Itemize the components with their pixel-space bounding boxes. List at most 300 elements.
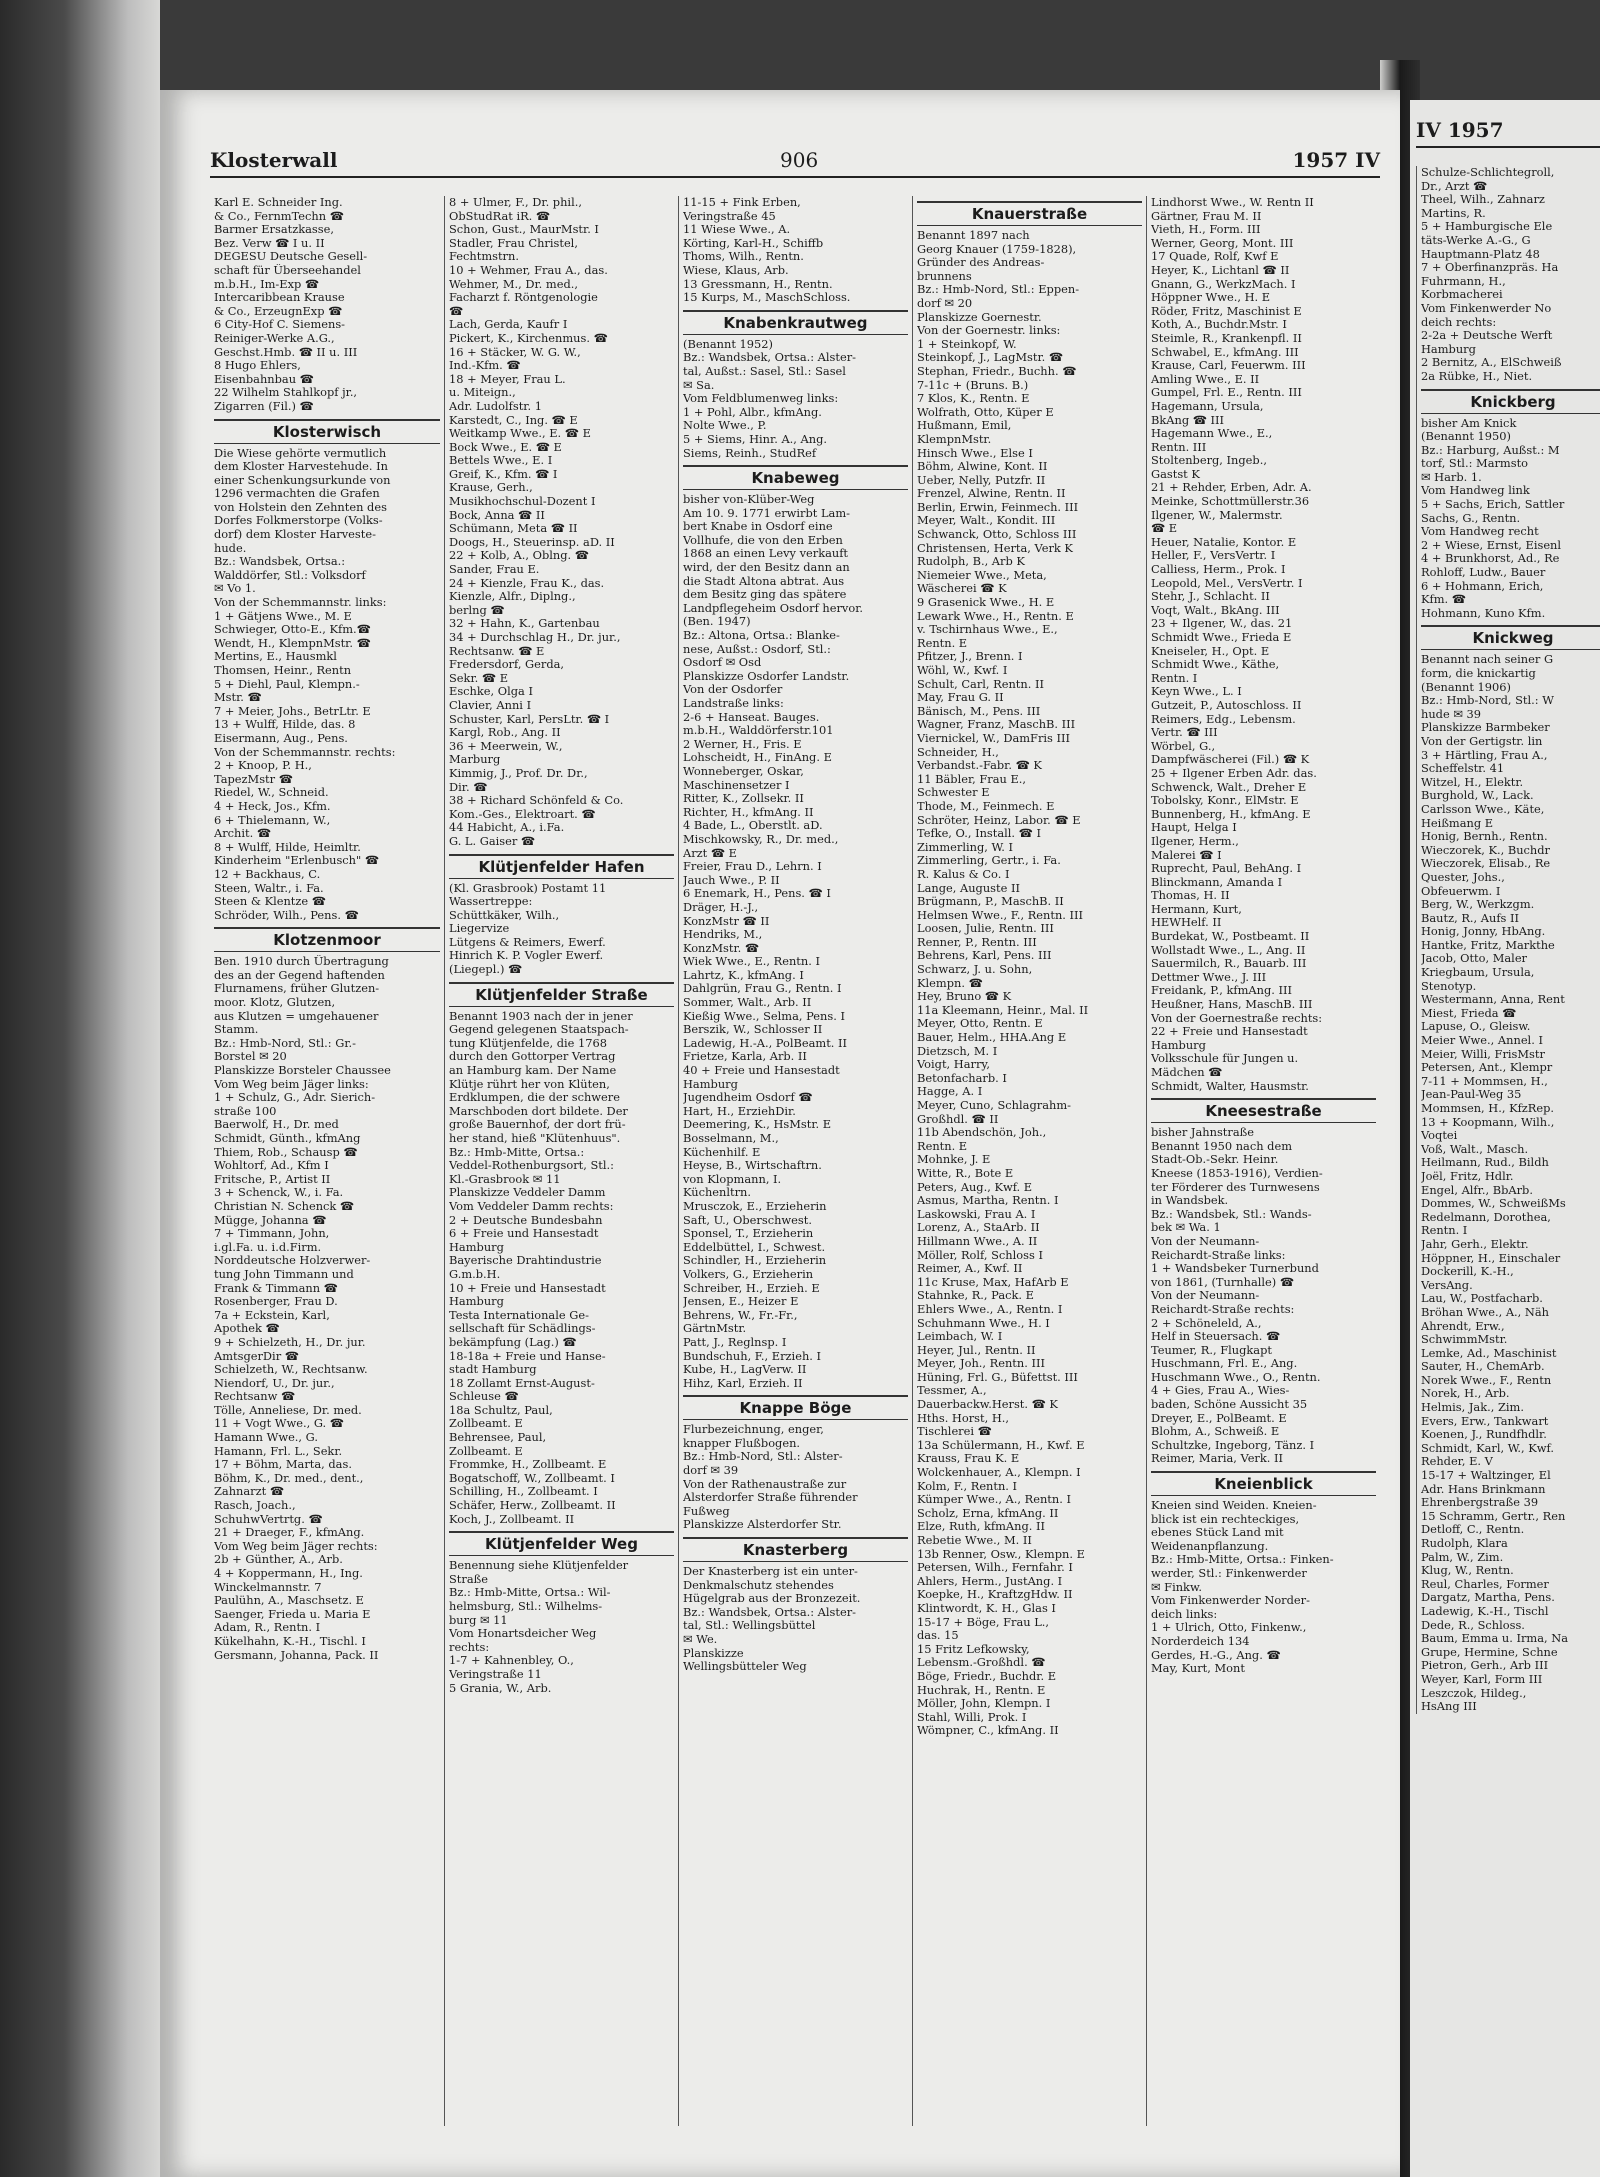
directory-line: Planskizze Barmbeker [1421,721,1550,735]
column-4 [912,196,1146,2126]
directory-line: Stahl, Willi, Prok. I [917,1710,1027,1724]
directory-line: Fredersdorf, Gerda, [449,658,565,672]
directory-line: Bayerische Drahtindustrie [449,1254,602,1268]
directory-line: 2 Werner, H., Fris. E [683,737,802,751]
directory-line: Petersen, Wilh., Fernfahr. I [917,1561,1073,1575]
directory-line: AmtsgerDir ☎ [214,1349,299,1363]
directory-line: Steen & Klentze ☎ [214,895,326,909]
directory-line: deich rechts: [1421,315,1497,329]
directory-line: Obfeuerwm. I [1421,884,1501,898]
directory-line: BkAng ☎ III [1151,413,1225,427]
directory-line: Mrusczok, E., Erzieherin [683,1199,827,1213]
directory-line: Baerwolf, H., Dr. med [214,1118,339,1132]
directory-line: Schleuse ☎ [449,1390,519,1404]
directory-line: Schwieger, Otto-E., Kfm.☎ [214,623,371,637]
directory-line: 5 + Hamburgische Ele [1421,220,1553,234]
directory-line: Hart, H., ErziehDir. [683,1104,796,1118]
directory-line: Hinrich K. P. Vogler Ewerf. [449,949,604,963]
directory-line: Lapuse, O., Gleisw. [1421,1020,1531,1034]
directory-line: Bauer, Helm., HHA.Ang E [917,1031,1067,1045]
directory-line: Von der Neumann- [1151,1289,1260,1303]
directory-line: Christensen, Herta, Verk K [917,541,1073,555]
street-heading: Kneienblick [1151,1471,1376,1496]
directory-line: Clavier, Anni I [449,698,532,712]
directory-line: tal, Außst.: Sasel, Stl.: Sasel [683,364,846,378]
directory-line: Liegervize [449,922,510,936]
directory-line: Erdklumpen, die der schwere [449,1091,620,1105]
directory-line: Küchenltrn. [683,1186,752,1200]
directory-line: Miest, Frieda ☎ [1421,1006,1517,1020]
directory-line: Freidank, P., kfmAng. III [1151,984,1293,998]
directory-line: Schindler, H., Erzieherin [683,1254,827,1268]
directory-line: bekämpfung (Lag.) ☎ [449,1335,577,1349]
directory-line: Marburg [449,753,501,767]
directory-line: Behrens, Karl, Pens. III [917,949,1052,963]
directory-line: 5 + Diehl, Paul, Klempn.- [214,677,360,691]
street-heading: Klotzenmoor [214,927,440,952]
directory-line: Palm, W., Zim. [1421,1550,1504,1564]
directory-line: Gumpel, Frl. E., Rentn. III [1151,386,1302,400]
directory-line: Lohscheidt, H., FinAng. E [683,751,832,765]
directory-line: Deemering, K., HsMstr. E [683,1118,832,1132]
directory-line: Benannt nach seiner G [1421,653,1554,667]
directory-line: Flurnamens, früher Glutzen- [214,982,380,996]
directory-line: 15 Fritz Lefkowsky, [917,1642,1030,1656]
directory-line: von 1861, (Turnhalle) ☎ [1151,1275,1295,1289]
directory-line: Arzt ☎ E [683,846,737,860]
directory-line: Planskizze Veddeler Damm [449,1186,606,1200]
directory-line: Meyer, Cuno, Schlagrahm- [917,1099,1071,1112]
directory-line: Bröhan Wwe., A., Näh [1421,1305,1550,1319]
directory-line: bert Knabe in Osdorf eine [683,520,833,534]
directory-line: 4 + Koppermann, H., Ing. [214,1567,363,1580]
directory-line: Theel, Wilh., Zahnarz [1421,193,1545,207]
directory-line: Eisermann, Aug., Pens. [214,731,348,745]
directory-line: Reimer, A., Kwf. II [917,1262,1023,1276]
directory-line: 11 Wiese Wwe., A. [683,223,791,237]
directory-line: täts-Werke A.-G., G [1421,233,1531,247]
directory-line: ☎ [449,304,464,318]
directory-line: Winckelmannstr. 7 [214,1580,322,1594]
directory-line: m.b.H., Im-Exp ☎ [214,277,320,291]
directory-line: Heißmang E [1421,816,1494,830]
directory-line: Stenotyp. [1421,979,1477,993]
directory-line: Thomas, H. II [1151,889,1230,903]
directory-line: Meyer, Otto, Rentn. E [917,1017,1043,1031]
directory-line: Dargatz, Martha, Pens. [1421,1591,1555,1605]
directory-line: Jahr, Gerh., Elektr. [1421,1237,1529,1251]
directory-line: Keyn Wwe., L. I [1151,685,1242,699]
directory-line: 5 + Siems, Hinr. A., Ang. [683,432,828,446]
directory-line: Schwenck, Walt., Dreher E [1151,780,1307,794]
directory-line: 11c Kruse, Max, HafArb E [917,1275,1069,1289]
directory-line: dorf ✉ 39 [683,1464,739,1478]
directory-line: 6 + Hohmann, Erich, [1421,579,1544,593]
directory-line: (Liegepl.) ☎ [449,963,523,977]
directory-line: Norddeutsche Holzverwer- [214,1254,371,1268]
directory-line: Lindhorst Wwe., W. Rentn II [1151,196,1314,209]
directory-line: bek ✉ Wa. 1 [1151,1221,1221,1235]
directory-line: Wäscherei ☎ K [917,582,1007,596]
directory-line: Benennung siehe Klütjenfelder [449,1559,629,1573]
directory-line: Bz.: Hmb-Nord, Stl.: W [1421,694,1554,708]
directory-line: Pietron, Gerh., Arb III [1421,1659,1549,1673]
directory-line: (Kl. Grasbrook) Postamt 11 [449,881,607,895]
next-page-header [1416,118,1600,148]
directory-line: 11b Abendschön, Joh., [917,1126,1047,1140]
directory-line: Koepke, H., KraftzgHdw. II [917,1588,1073,1602]
directory-line: 15 Schramm, Gertr., Ren [1421,1509,1566,1523]
directory-line: Rehder, E. V [1421,1455,1493,1469]
directory-line: das. 15 [917,1629,959,1643]
directory-line: Ben. 1910 durch Übertragung [214,955,389,969]
directory-line: Der Knasterberg ist ein unter- [683,1565,858,1579]
directory-line: Blohm, A., Schweiß. E [1151,1425,1280,1439]
directory-line: Hamburg [449,1240,504,1254]
directory-line: Malerei ☎ I [1151,848,1222,862]
directory-line: Die Wiese gehörte vermutlich [214,446,387,460]
directory-line: Von der Schemmannstr. links: [214,596,387,610]
directory-line: Betonfacharb. I [917,1071,1007,1085]
directory-line: Wiek Wwe., E., Rentn. I [683,955,820,969]
directory-line: Voqtei [1421,1129,1458,1143]
directory-line: Helmis, Jak., Zim. [1421,1401,1524,1415]
directory-line: Hey, Bruno ☎ K [917,990,1012,1004]
directory-line: 32 + Hahn, K., Gartenbau [449,617,600,631]
directory-line: Benannt 1903 nach der in jener [449,1009,633,1023]
directory-line: 13a Schülermann, H., Kwf. E [917,1438,1085,1452]
directory-line: Maschinensetzer I [683,778,790,792]
directory-line: 1 + Steinkopf, W. [917,337,1017,351]
directory-line: ObStudRat iR. ☎ [449,209,551,223]
directory-line: Jensen, E., Heizer E [683,1295,799,1309]
directory-line: Witte, R., Bote E [917,1166,1014,1180]
directory-line: 2-2a + Deutsche Werft [1421,329,1553,343]
directory-line: Hauptmann-Platz 48 [1421,247,1540,261]
directory-line: Heuer, Natalie, Kontor. E [1151,535,1297,549]
directory-line: Hagemann, Ursula, [1151,399,1264,413]
directory-line: Böge, Friedr., Buchdr. E [917,1669,1057,1683]
directory-line: 7-11c + (Bruns. B.) [917,378,1029,392]
directory-line: Bz.: Altona, Ortsa.: Blanke- [683,629,840,643]
directory-line: Berg, W., Werkzgm. [1421,898,1535,912]
directory-line: Adr. Hans Brinkmann [1421,1482,1546,1496]
directory-line: Heyer, Jul., Rentn. II [917,1343,1036,1357]
directory-line: Planskizze Osdorfer Landstr. [683,669,850,683]
directory-line: Bz.: Hmb-Nord, Stl.: Eppen- [917,283,1080,297]
directory-line: Dorfes Folkmerstorpe (Volks- [214,514,383,528]
directory-line: Planskizze Borsteler Chaussee [214,1064,391,1078]
directory-line: von Klopmann, I. [683,1172,782,1186]
directory-line: 8 Hugo Ehlers, [214,359,301,373]
directory-line: Huschmann, Frl. E., Ang. [1151,1357,1298,1371]
directory-line: Böhm, Alwine, Kont. II [917,460,1048,474]
directory-line: Berszik, W., Schlosser II [683,1023,823,1037]
directory-line: Gerdes, H.-G., Ang. ☎ [1151,1648,1281,1662]
directory-line: Lahrtz, K., kfmAng. I [683,968,804,982]
directory-line: torf, Stl.: Marmsto [1421,457,1529,471]
directory-line: Weyer, Karl, Form III [1421,1672,1543,1686]
directory-line: Denkmalschutz stehendes [683,1578,834,1592]
directory-line: Rechtsanw ☎ [214,1390,296,1404]
scan-background [0,0,160,2177]
directory-line: Pfitzer, J., Brenn. I [917,650,1023,664]
directory-line: Jacob, Otto, Maler [1421,952,1528,966]
directory-line: Thomsen, Heinr., Rentn [214,664,352,677]
column-5 [1146,196,1380,2126]
directory-line: Geschst.Hmb. ☎ II u. III [214,345,358,359]
directory-line: sellschaft für Schädlings- [449,1322,596,1336]
directory-line: Viernickel, W., DamFris III [917,731,1070,745]
directory-line: 4 + Gies, Frau A., Wies- [1151,1384,1290,1398]
directory-line: 17 Quade, Rolf, Kwf E [1151,250,1279,264]
directory-line: berlng ☎ [449,603,505,617]
directory-line: Kneiseler, H., Opt. E [1151,644,1270,658]
directory-line: Wonneberger, Oskar, [683,764,804,778]
directory-line: Ilgener, W., Malermstr. [1151,508,1283,522]
directory-line: Hermann, Kurt, [1151,902,1242,916]
directory-line: Freier, Frau D., Lehrn. I [683,860,822,874]
directory-line: Fechtmstrn. [449,250,519,264]
directory-line: Apothek ☎ [214,1322,280,1336]
directory-line: Niemeier Wwe., Meta, [917,568,1047,582]
directory-line: Volkers, G., Erzieherin [683,1267,814,1281]
directory-line: GärtnMstr. [683,1322,747,1336]
directory-line: Jugendheim Osdorf ☎ [683,1091,813,1105]
directory-line: Schmidt, Karl, W., Kwf. [1421,1441,1554,1455]
directory-line: Wöhl, W., Kwf. I [917,664,1008,677]
directory-line: Hillmann Wwe., A. II [917,1234,1038,1248]
directory-line: Adam, R., Rentn. I [214,1621,321,1635]
directory-line: 13 Gressmann, H., Rentn. [683,277,833,291]
directory-line: Jean-Paul-Weg 35 [1421,1088,1522,1102]
directory-line: Kümper Wwe., A., Rentn. I [917,1493,1071,1507]
street-heading: Klütjenfelder Straße [449,982,674,1007]
directory-line: dorf) dem Kloster Harveste- [214,528,376,542]
directory-line: Rudolph, B., Arb K [917,555,1025,569]
directory-line: 9 Grasenick Wwe., H. E [917,596,1055,610]
directory-line: hude ✉ 39 [1421,707,1481,721]
directory-line: Dockerill, K.-H., [1421,1265,1514,1279]
directory-line: Joël, Fritz, Hdlr. [1421,1169,1514,1183]
directory-line: Schümann, Meta ☎ II [449,522,578,536]
directory-line: Schilling, H., Zollbeamt. I [449,1485,598,1499]
street-heading: Knickberg [1421,389,1600,414]
directory-line: Witzel, H., Elektr. [1421,775,1524,789]
directory-line: Hendriks, M., [683,928,763,942]
directory-line: ✉ Harb. 1. [1421,470,1482,484]
directory-line: 5 + Sachs, Erich, Sattler [1421,498,1565,512]
directory-line: Bautz, R., Aufs II [1421,911,1519,925]
directory-line: 22 Wilhelm Stahlkopf jr., [214,386,358,400]
directory-line: G.m.b.H. [449,1267,501,1281]
directory-line: Sommer, Walt., Arb. II [683,996,812,1010]
directory-line: Rosenberger, Frau D. [214,1295,338,1309]
directory-line: Hamburg [1151,1038,1206,1052]
directory-line: Kinderheim "Erlenbusch" ☎ [214,854,380,868]
directory-line: Brügmann, P., MaschB. II [917,895,1064,909]
directory-line: 2 + Schöneleld, A., [1151,1316,1262,1330]
directory-line: Loosen, Julie, Rentn. III [917,922,1054,936]
directory-line: Kl.-Grasbrook ✉ 11 [449,1172,561,1186]
directory-line: KlempnMstr. [917,432,992,446]
directory-line: Stadt-Ob.-Sekr. Heinr. [1151,1153,1279,1167]
directory-line: 1868 an einen Levy verkauft [683,547,849,561]
directory-line: Ritter, K., Zollsekr. II [683,792,804,806]
directory-line: Hügelgrab aus der Bronzezeit. [683,1592,861,1606]
directory-line: Benannt 1950 nach dem [1151,1139,1293,1153]
directory-line: ebenes Stück Land mit [1151,1526,1284,1540]
directory-line: Bz.: Hmb-Mitte, Ortsa.: [449,1145,585,1159]
directory-line: Küchenhilf. E [683,1145,761,1159]
directory-line: form, die knickartig [1421,667,1536,680]
directory-line: Alsterdorfer Straße führender [683,1491,858,1505]
directory-line: 4 + Brunkhorst, Ad., Re [1421,552,1560,566]
directory-line: Gegend gelegenen Staatspach- [449,1023,629,1037]
directory-line: Wörbel, G., [1151,739,1216,753]
page-year-volume: 1957 IV [1292,148,1380,172]
page-header-street: Klosterwall [210,148,338,172]
directory-line: Hantke, Fritz, Markthe [1421,938,1555,952]
directory-line: KonzMstr. ☎ [683,941,760,955]
directory-line: Tefke, O., Install. ☎ I [917,827,1041,841]
directory-line: Adr. Ludolfstr. 1 [449,399,542,413]
directory-line: Schwabel, E., kfmAng. III [1151,345,1299,359]
directory-line: Verbandst.-Fabr. ☎ K [917,759,1042,773]
directory-line: Ueber, Nelly, Putzfr. II [917,473,1046,487]
directory-line: Gründer des Andreas- [917,256,1045,270]
directory-line: Bz.: Hmb-Nord, Stl.: Alster- [683,1450,843,1464]
directory-line: Frietze, Karla, Arb. II [683,1050,807,1064]
directory-line: Dietzsch, M. I [917,1044,998,1058]
directory-line: G. L. Gaiser ☎ [449,834,536,848]
directory-line: Kneien sind Weiden. Kneien- [1151,1499,1317,1513]
directory-line: 2 + Wiese, Ernst, Eisenl [1421,538,1562,552]
directory-line: Gastst K [1151,467,1200,481]
directory-line: Vom Finkenwerder No [1421,301,1552,315]
directory-line: Von der Osdorfer [683,683,783,697]
directory-line: SchuhwVertrtg. ☎ [214,1512,323,1526]
directory-line: Zimmerling, W. I [917,840,1013,854]
directory-line: Eisenbahnbau ☎ [214,372,314,386]
directory-line: Burghold, W., Lack. [1421,789,1534,803]
directory-line: Stoltenberg, Ingeb., [1151,454,1267,468]
directory-line: Petersen, Ant., Klempr [1421,1061,1553,1075]
directory-line: Wömpner, C., kfmAng. II [917,1724,1059,1738]
directory-line: Leszczok, Hildeg., [1421,1686,1527,1700]
directory-line: Sachs, G., Rentn. [1421,511,1521,525]
directory-line: Mädchen ☎ [1151,1066,1223,1079]
directory-line: Von der Goernestr. links: [917,324,1061,338]
directory-line: Reul, Charles, Former [1421,1577,1549,1591]
directory-line: Schneider, H., [917,745,999,759]
directory-line: Kienzle, Alfr., Diplng., [449,590,576,604]
directory-line: Thode, M., Feinmech. E [917,799,1055,813]
directory-line: Vom Veddeler Damm rechts: [449,1199,614,1213]
directory-line: Schon, Gust., MaurMstr. I [449,223,599,237]
directory-line: Vom Weg beim Jäger links: [214,1077,369,1091]
column-3 [678,196,912,2126]
directory-line: Vollhufe, die von den Erben [683,533,843,547]
directory-line: Hohmann, Kuno Kfm. [1421,606,1546,620]
directory-line: Sauter, H., ChemArb. [1421,1360,1545,1374]
directory-line: Greif, K., Kfm. ☎ I [449,467,558,481]
directory-line: 2 Bernitz, A., ElSchweiß [1421,356,1562,370]
directory-line: 11a Kleemann, Heinr., Mal. II [917,1003,1089,1017]
column-1 [210,196,444,2126]
directory-line: bisher Am Knick [1421,416,1517,430]
directory-line: Volksschule für Jungen u. [1151,1052,1299,1066]
directory-line: aus Klutzen = umgehauener [214,1009,379,1023]
directory-line: 1-7 + Kahnenbley, O., [449,1654,574,1668]
directory-line: (Ben. 1947) [683,615,751,629]
directory-line: Wolfrath, Otto, Küper E [917,405,1054,419]
directory-line: Gutzeit, P., Autoschloss. II [1151,698,1302,712]
directory-line: Kimmig, J., Prof. Dr. Dr., [449,766,588,780]
directory-line: Hußmann, Emil, [917,419,1012,433]
directory-line: Dauerbackw.Herst. ☎ K [917,1398,1058,1412]
directory-line: Steinkopf, J., LagMstr. ☎ [917,351,1064,365]
directory-line: Peters, Aug., Kwf. E [917,1180,1033,1194]
directory-line: Frank & Timmann ☎ [214,1281,338,1295]
directory-line: 10 + Freie und Hansestadt [449,1281,606,1295]
directory-line: Asmus, Martha, Rentn. I [917,1194,1059,1208]
directory-line: Huschmann Wwe., O., Rentn. [1151,1370,1321,1384]
directory-line: Korbmacherei [1421,288,1503,302]
directory-line: Riedel, W., Schneid. [214,786,329,800]
directory-line: dem Kloster Harvestehude. In [214,460,388,474]
directory-line: brunnens [917,269,972,283]
directory-line: Steen, Waltr., i. Fa. [214,881,324,895]
directory-line: 6 Enemark, H., Pens. ☎ I [683,887,831,901]
directory-line: Landstraße links: [683,697,784,710]
directory-line: Kom.-Ges., Elektroart. ☎ [449,807,596,821]
directory-line: Dr., Arzt ☎ [1421,179,1488,193]
directory-line: Rentn. III [1151,440,1207,454]
directory-line: Ahrendt, Erw., [1421,1319,1505,1333]
directory-line: Kükelhahn, K.-H., Tischl. I [214,1634,366,1648]
directory-line: Gärtner, Frau M. II [1151,209,1262,223]
directory-line: Norderdeich 134 [1151,1634,1250,1648]
directory-line: Großhdl. ☎ II [917,1112,999,1126]
directory-line: straße 100 [214,1104,277,1118]
directory-line: nese, Außst.: Osdorf, Stl.: [683,642,831,656]
directory-line: Klütje rührt her von Klüten, [449,1077,610,1091]
directory-line: 13b Renner, Osw., Klempn. E [917,1547,1085,1561]
directory-line: Bundschuh, F., Erzieh. I [683,1349,822,1363]
directory-line: Ehrenbergstraße 39 [1421,1496,1539,1510]
directory-line: 1296 vermachten die Grafen [214,487,380,501]
directory-line: Vom Weg beim Jäger rechts: [214,1539,378,1553]
directory-line: & Co., FernmTechn ☎ [214,209,344,223]
directory-line: Ladewig, K.-H., Tischl [1421,1604,1549,1618]
directory-line: Mischkowsky, R., Dr. med., [683,832,839,846]
directory-page [160,90,1400,2177]
directory-line: Vom Finkenwerder Norder- [1151,1594,1310,1608]
next-page-edge [1410,100,1600,2177]
directory-line: Tölle, Anneliese, Dr. med. [214,1403,362,1417]
directory-line: Blinckmann, Amanda I [1151,875,1283,889]
directory-line: 3 + Schenck, W., i. Fa. [214,1186,344,1200]
directory-line: Heyse, B., Wirtschaftrn. [683,1159,822,1173]
directory-line: 15-17 + Waltzinger, El [1421,1469,1551,1483]
directory-line: Teumer, R., Flugkapt [1151,1343,1272,1357]
directory-line: Pickert, K., Kirchenmus. ☎ [449,331,608,345]
directory-line: Meier Wwe., Annel. I [1421,1034,1543,1048]
directory-line: Redelmann, Dorothea, [1421,1210,1551,1224]
directory-line: Hths. Horst, H., [917,1411,1010,1425]
directory-line: Dede, R., Schloss. [1421,1618,1525,1632]
